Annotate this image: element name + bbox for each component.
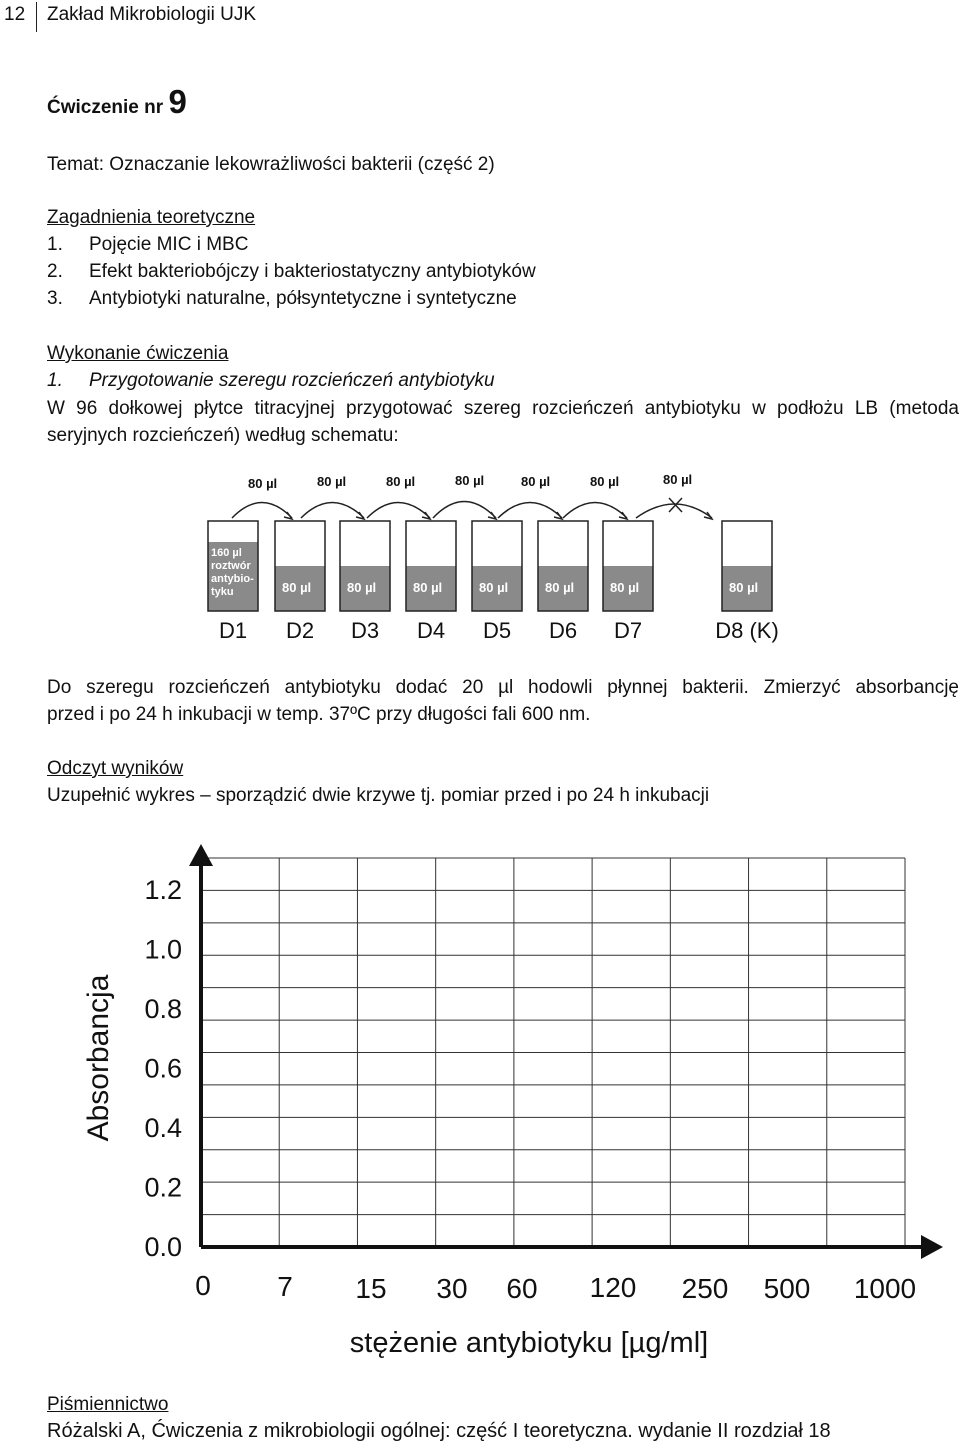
transfer-label: 80 µl [663, 472, 693, 487]
transfer-label: 80 µl [248, 476, 278, 491]
y-tick-label: 0.8 [144, 993, 182, 1024]
y-axis-label: Absorbancja [82, 974, 115, 1142]
theory-item-3-text: Antybiotyki naturalne, półsyntetyczne i syntetyczne [89, 288, 517, 309]
theory-heading: Zagadnienia teoretyczne [47, 207, 256, 228]
absorbance-chart [0, 830, 960, 1370]
well-content-label: 80 µl [413, 580, 443, 595]
theory-item-1-text: Pojęcie MIC i MBC [89, 234, 249, 255]
well-content-label: antybio- [211, 573, 254, 585]
x-axis-label: stężenie antybiotyku [µg/ml] [349, 1327, 709, 1359]
exercise-number: 9 [168, 83, 187, 120]
axes [189, 844, 943, 1259]
well-label: D4 [416, 618, 446, 643]
well-content-label: 80 µl [610, 580, 640, 595]
transfer-arcs [232, 498, 712, 519]
wells [208, 521, 779, 643]
x-tick-label: 500 [763, 1273, 811, 1304]
well-content-label: 80 µl [729, 580, 759, 595]
well-D1 [208, 521, 258, 643]
grid [201, 858, 905, 1247]
exercise-title [47, 84, 187, 126]
topic: Temat: Oznaczanie lekowrażliwości bakterii (część 2) [47, 154, 495, 175]
execution-line-1: W 96 dołkowej płytce titracyjnej przygotować szereg rozcieńczeń antybiotyku w podłożu LB (metoda [47, 398, 959, 419]
x-tick-label: 120 [589, 1272, 637, 1303]
y-tick-label: 1.2 [144, 874, 182, 905]
transfer-label: 80 µl [521, 474, 551, 489]
transfer-label: 80 µl [317, 474, 347, 489]
results-instruction: Uzupełnić wykres – sporządzić dwie krzywe tj. pomiar przed i po 24 h inkubacji [47, 785, 710, 806]
theory-item-1-num: 1. [47, 234, 63, 255]
x-tick-label: 1000 [853, 1273, 917, 1304]
well-label: D8 (K) [715, 618, 779, 643]
well-label: D2 [285, 618, 315, 643]
x-tick-label: 250 [681, 1273, 729, 1304]
transfer-label: 80 µl [455, 473, 485, 488]
theory-item-2-text: Efekt bakteriobójczy i bakteriostatyczny antybiotyków [89, 261, 536, 282]
well-content-label: 80 µl [545, 580, 575, 595]
well-D4 [406, 521, 456, 643]
well-label: D3 [350, 618, 380, 643]
instruction-line-1: Do szeregu rozcieńczeń antybiotyku dodać 20 µl hodowli płynnej bakterii. Zmierzyć absorbancję [47, 677, 959, 698]
well-label: D5 [482, 618, 512, 643]
x-axis-arrow [921, 1235, 943, 1259]
well-D3 [340, 521, 390, 643]
transfer-label: 80 µl [386, 474, 416, 489]
y-tick-label: 0.6 [144, 1053, 182, 1084]
y-tick-label: 0.2 [144, 1172, 182, 1203]
well-label: D6 [548, 618, 578, 643]
well-content-label: tyku [211, 586, 234, 598]
well-content-label: 80 µl [347, 580, 377, 595]
y-tick-label: 1.0 [144, 934, 182, 965]
x-tick-label: 15 [355, 1273, 387, 1304]
header-title: Zakład Mikrobiologii UJK [47, 4, 257, 25]
references-heading: Piśmiennictwo [47, 1394, 169, 1415]
y-tick-label: 0.4 [144, 1112, 182, 1143]
y-axis-arrow [189, 844, 213, 866]
y-tick-label: 0.0 [144, 1232, 182, 1262]
well-content-label: 80 µl [479, 580, 509, 595]
well-content-label: 160 µl [211, 547, 242, 559]
theory-item-2-num: 2. [47, 261, 63, 282]
x-tick-label: 0 [195, 1270, 211, 1301]
theory-item-3-num: 3. [47, 288, 63, 309]
exercise-label: Ćwiczenie nr [47, 97, 164, 118]
results-heading: Odczyt wyników [47, 758, 184, 779]
instruction-line-2: przed i po 24 h inkubacji w temp. 37ºC przy długości fali 600 nm. [47, 704, 591, 725]
x-tick-label: 7 [277, 1271, 293, 1302]
well-D7 [603, 521, 653, 643]
execution-line-2: seryjnych rozcieńczeń) według schematu: [47, 425, 399, 446]
transfer-label: 80 µl [590, 474, 620, 489]
well-label: D1 [218, 618, 248, 643]
well-D6 [538, 521, 588, 643]
well-D5 [472, 521, 522, 643]
well-content-label: roztwór [211, 560, 251, 572]
transfer-labels [248, 472, 692, 491]
x-tick-label: 60 [506, 1273, 538, 1304]
x-tick-label: 30 [436, 1273, 468, 1304]
header-divider [36, 2, 37, 32]
step-number: 1. [47, 370, 63, 391]
dilution-scheme [0, 462, 960, 652]
well-D2 [275, 521, 325, 643]
references-entry: Różalski A, Ćwiczenia z mikrobiologii ogólnej: część I teoretyczna. wydanie II rozdział 18 [47, 1420, 831, 1442]
step-title: Przygotowanie szeregu rozcieńczeń antybiotyku [89, 370, 495, 391]
well-content-label: 80 µl [282, 580, 312, 595]
well-D8 (K) [715, 521, 779, 643]
page-number: 12 [4, 4, 26, 25]
execution-heading: Wykonanie ćwiczenia [47, 343, 229, 364]
well-label: D7 [613, 618, 643, 643]
